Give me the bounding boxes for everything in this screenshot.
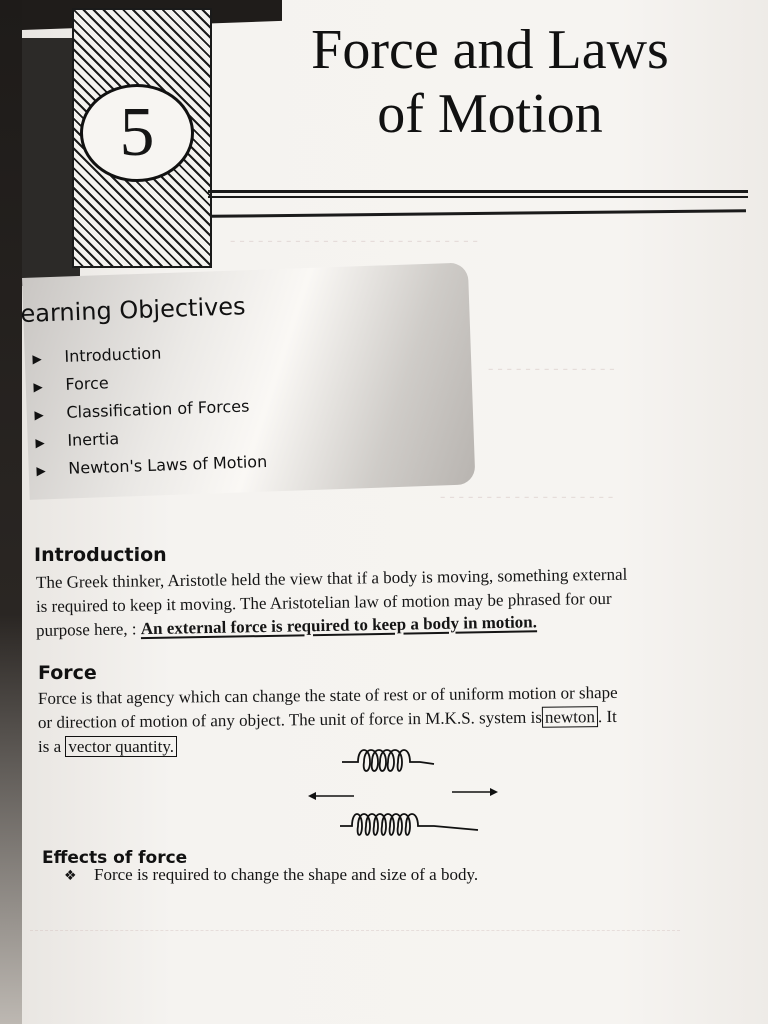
triangle-bullet-icon: ▶ [33, 379, 43, 394]
chapter-title [212, 18, 768, 146]
effects-bullet-text: Force is required to change the shape and size of a body. [94, 865, 479, 884]
effects-heading: Effects of force [42, 848, 188, 868]
force-line1: Force is that agency which can change the state of rest or of uniform motion or shape [37, 682, 618, 708]
triangle-bullet-icon: ▶ [34, 407, 44, 422]
objective-item: ▶ Newton's Laws of Motion [36, 448, 268, 484]
spring-stretched-diagram [338, 808, 488, 842]
title-rule-top [208, 190, 748, 193]
force-heading: Force [38, 662, 97, 684]
learning-objectives-heading: earning Objectives [20, 292, 247, 328]
aristotle-law-statement: An external force is required to keep a body in motion. [140, 612, 538, 639]
triangle-bullet-icon: ▶ [35, 435, 45, 450]
bleed-through-rule [30, 930, 680, 931]
objective-item: ▶ Classification of Forces [34, 392, 266, 428]
chapter-number: 5 [80, 84, 194, 182]
bleed-through-text: - - - - - - - - - - - - - - - - - - - - - - - - - - - [230, 232, 478, 249]
force-line3-start: is a [38, 737, 66, 756]
learning-objectives-list [32, 336, 268, 484]
vector-quantity: vector quantity. [65, 736, 177, 757]
introduction-line2: is required to keep it moving. The Aristotelian law of motion may be phrased for our [35, 588, 612, 616]
force-line2-end: . It [597, 706, 617, 727]
objective-item: ▶ Inertia [35, 420, 267, 456]
bleed-through-text: - - - - - - - - - - - - - - [488, 360, 615, 377]
triangle-bullet-icon: ▶ [32, 351, 42, 366]
introduction-line1: The Greek thinker, Aristotle held the view that if a body is moving, something external [35, 564, 628, 592]
diamond-bullet-icon: ❖ [64, 868, 77, 884]
effects-bullet [64, 864, 478, 887]
chapter-title-line1: Force and Laws [311, 19, 669, 81]
force-line2-start: or direction of motion of any object. The unit of force in M.K.S. system is [37, 707, 543, 732]
triangle-bullet-icon: ▶ [36, 463, 46, 478]
introduction-heading: Introduction [34, 544, 167, 566]
objective-item: ▶ Force [33, 364, 265, 400]
introduction-line3-start: purpose here, : [35, 619, 141, 640]
force-line3 [38, 736, 177, 758]
stretching-arrows [306, 786, 500, 802]
spring-relaxed-diagram [340, 744, 470, 778]
objective-item: ▶ Introduction [32, 336, 264, 372]
bleed-through-text: - - - - - - - - - - - - - - - - - - - [440, 488, 614, 505]
chapter-title-line2: of Motion [377, 83, 603, 145]
book-spine-edge [0, 0, 22, 1024]
unit-newton: newton [542, 706, 598, 728]
title-rule-middle [208, 196, 748, 198]
